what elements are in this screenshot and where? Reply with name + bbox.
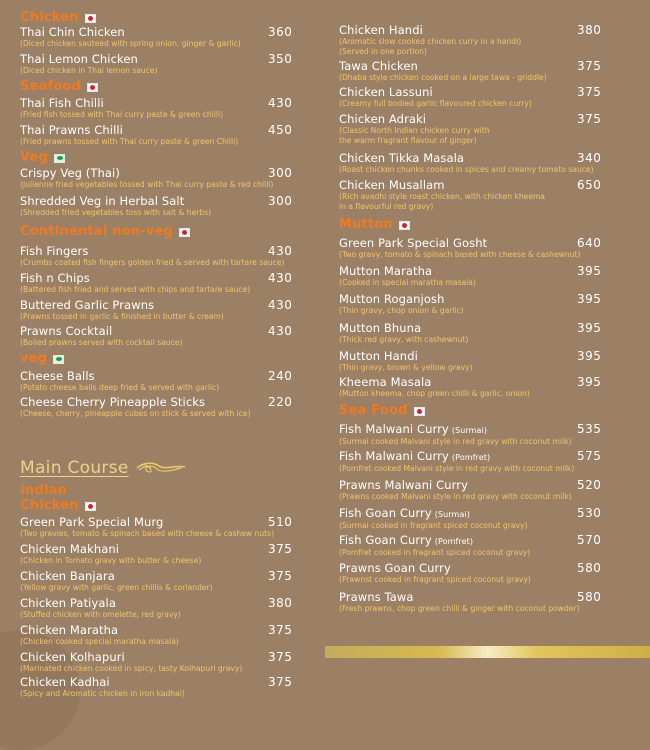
item-price: 430 [268, 271, 293, 285]
item-description: (Boiled prawns served with cocktail sauce) [20, 338, 183, 347]
item-price: 300 [268, 166, 293, 180]
item-price: 520 [577, 478, 602, 492]
main-course-title: Main Course [20, 458, 129, 478]
main-course-heading [20, 458, 187, 478]
item-description: (Prawns tossed in garlic & finished in butter & cream) [20, 312, 224, 321]
item-description: (Prawnst cooked in fragrant spiced coconut gravy) [339, 575, 531, 584]
menu-item [339, 591, 643, 614]
section-heading-veg [20, 151, 65, 165]
item-name: Prawns Malwani Curry [339, 478, 468, 492]
item-price: 380 [268, 596, 293, 610]
section-heading-seafood [20, 80, 98, 94]
section-heading-chicken [20, 11, 96, 25]
item-price: 535 [577, 422, 602, 436]
menu-item [20, 570, 322, 593]
item-name: Green Park Special Murg [20, 515, 164, 529]
menu-item [20, 53, 322, 76]
item-description: (Battered fish fried and served with chips and tartare sauce) [20, 285, 251, 294]
item-name-text: Fish Malwani Curry [339, 449, 449, 463]
menu-item [339, 86, 643, 109]
menu-item [339, 293, 643, 316]
non-veg-icon [179, 228, 190, 237]
item-price: 450 [268, 123, 293, 137]
item-price: 510 [268, 515, 293, 529]
item-price: 650 [577, 178, 602, 192]
menu-item [339, 322, 643, 345]
menu-item [20, 124, 322, 147]
item-description: (Pomfret cooked Malvani style in red gravy with coconut milk) [339, 464, 575, 473]
menu-item [20, 676, 322, 699]
item-name [339, 534, 473, 548]
menu-item [20, 97, 322, 120]
item-name-text: Fish Goan Curry [339, 506, 432, 520]
item-price: 375 [268, 569, 293, 583]
item-description: (Surmai cooked Malvani style in red gravy with coconut milk) [339, 437, 572, 446]
menu-item [339, 562, 643, 585]
item-price: 380 [577, 23, 602, 37]
item-description: (Cooked in special maratha masala) [339, 278, 476, 287]
menu-item [20, 543, 322, 566]
item-price: 430 [268, 298, 293, 312]
item-name: Buttered Garlic Prawns [20, 298, 155, 312]
item-name-text: Fish Goan Curry [339, 533, 432, 547]
item-price: 395 [577, 321, 602, 335]
item-price: 575 [577, 449, 602, 463]
section-title: Seafood [20, 79, 82, 94]
item-name-text: Fish Malwani Curry [339, 422, 449, 436]
item-description: (Roast chicken chunks cooked in spices and creamy tomato sauce) [339, 165, 594, 174]
item-name: Chicken Lassuni [339, 85, 433, 99]
item-description-secondary: (Served in one portion) [339, 47, 427, 56]
item-name: Mutton Roganjosh [339, 292, 445, 306]
left-column [0, 0, 330, 700]
item-description: (Diced chicken in Thai lemon sauce) [20, 66, 158, 75]
item-description: (Thin gravy, chop onion & garlic) [339, 306, 464, 315]
item-name: Mutton Handi [339, 349, 418, 363]
item-name: Thai Lemon Chicken [20, 52, 138, 66]
item-price: 375 [268, 542, 293, 556]
section-title: Chicken [20, 498, 79, 513]
gold-divider-bar [325, 646, 650, 658]
item-price: 395 [577, 349, 602, 363]
item-price: 240 [268, 369, 293, 383]
item-description: (Chicken in Tomato gravy with butter & cheese) [20, 556, 202, 565]
item-description: (Dhaba style chicken cooked on a large tawa - griddle) [339, 73, 547, 82]
item-description: (Potato cheese balls deep fried & served with garlic) [20, 383, 220, 392]
item-name: Chicken Handi [339, 23, 423, 37]
item-description: (Two gravy, tomato & spinach based with cheese & cashewnut) [339, 250, 581, 259]
item-variant: (Pomfret) [451, 453, 491, 462]
item-description: (Classic North Indian chicken curry with [339, 126, 490, 135]
section-title: Sea Food [339, 403, 408, 418]
item-name: Prawns Tawa [339, 590, 414, 604]
item-name: Chicken Makhani [20, 542, 120, 556]
menu-item [339, 450, 643, 474]
section-title: Veg [20, 150, 49, 165]
menu-item [339, 423, 643, 447]
item-name: Fish n Chips [20, 271, 90, 285]
non-veg-icon [85, 502, 96, 511]
item-description: (Thin gravy, brown & yellow gravy) [339, 363, 473, 372]
item-name: Chicken Tikka Masala [339, 151, 465, 165]
item-price: 350 [268, 52, 293, 66]
item-price: 300 [268, 194, 293, 208]
menu-item [20, 396, 322, 419]
menu-item [339, 265, 643, 288]
item-name: Fish Fingers [20, 244, 89, 258]
item-name [339, 423, 487, 437]
item-description: (Diced chicken sauteed with spring onion, ginger & garlic) [20, 39, 241, 48]
section-heading-indian-chicken [20, 499, 96, 513]
item-price: 430 [268, 96, 293, 110]
item-description: (Spicy and Aromatic chicken in iron kadhai) [20, 689, 185, 698]
menu-item [20, 597, 322, 620]
item-name: Kheema Masala [339, 375, 432, 389]
menu-item [20, 195, 322, 218]
item-name: Thai Fish Chilli [20, 96, 104, 110]
menu-item [339, 350, 643, 373]
item-description: (Prawns cooked Malvani style in red gravy with coconut milk) [339, 492, 572, 501]
item-name: Cheese Cherry Pineapple Sticks [20, 395, 206, 409]
item-name: Crispy Veg (Thai) [20, 166, 120, 180]
item-price: 395 [577, 375, 602, 389]
item-name: Mutton Bhuna [339, 321, 422, 335]
item-description: (Cheese, cherry, pineapple cubes on stick & served with ice) [20, 409, 251, 418]
item-price: 395 [577, 264, 602, 278]
item-price: 375 [577, 59, 602, 73]
menu-item [339, 507, 643, 531]
veg-icon [53, 355, 64, 364]
menu-item [339, 237, 643, 260]
item-description: (Fresh prawns, chop green chilli & ginger with coconut powder) [339, 604, 580, 613]
section-heading-sea-food [339, 404, 425, 418]
menu-item [339, 24, 643, 57]
menu-item [20, 624, 322, 647]
item-name: Shredded Veg in Herbal Salt [20, 194, 185, 208]
non-veg-icon [87, 83, 98, 92]
item-price: 640 [577, 236, 602, 250]
item-description: (Two gravies, tomato & spinach based with cheese & cashew nuts) [20, 529, 275, 538]
item-name: Chicken Musallam [339, 178, 445, 192]
item-description: (Mutton kheema, chop green chilli & garlic, onion) [339, 389, 530, 398]
item-name: Chicken Banjara [20, 569, 115, 583]
menu-item [20, 245, 322, 268]
non-veg-icon [85, 14, 96, 23]
item-name: Chicken Kolhapuri [20, 650, 125, 664]
item-name [339, 507, 470, 521]
menu-item [20, 651, 322, 674]
item-name: Tawa Chicken [339, 59, 418, 73]
right-column [330, 0, 650, 700]
veg-icon [54, 154, 65, 163]
item-name: Chicken Maratha [20, 623, 119, 637]
item-name: Mutton Maratha [339, 264, 433, 278]
section-title: Chicken [20, 10, 79, 25]
item-description: (Thick red gravy, with cashewnut) [339, 335, 469, 344]
menu-item [20, 299, 322, 322]
menu-item [20, 26, 322, 49]
menu-item [20, 167, 322, 190]
item-price: 430 [268, 244, 293, 258]
item-description: (Fried fish tossed with Thai curry paste & green chilli) [20, 110, 224, 119]
section-heading-continental-non-veg [20, 225, 190, 239]
item-price: 375 [577, 112, 602, 126]
item-price: 375 [577, 85, 602, 99]
section-heading-mutton [339, 218, 410, 232]
swirl-ornament-icon [135, 459, 187, 477]
item-name: Prawns Goan Curry [339, 561, 451, 575]
section-title: Indian [20, 483, 68, 498]
item-description: (Pomfret cooked in fragrant spiced coconut gravy) [339, 548, 531, 557]
item-description-secondary: in a flavourful red gravy) [339, 202, 434, 211]
item-price: 375 [268, 650, 293, 664]
item-description: (Yellow gravy with garlic, green chillis & coriander) [20, 583, 213, 592]
item-price: 340 [577, 151, 602, 165]
subheading-indian [20, 484, 67, 498]
item-price: 580 [577, 561, 602, 575]
menu-item [339, 179, 643, 212]
item-description: (Chicken cooked special maratha masala) [20, 637, 179, 646]
item-name: Thai Chin Chicken [20, 25, 125, 39]
item-price: 530 [577, 506, 602, 520]
menu-item [339, 376, 643, 399]
item-price: 220 [268, 395, 293, 409]
menu-item [339, 479, 643, 502]
item-price: 570 [577, 533, 602, 547]
item-price: 395 [577, 292, 602, 306]
item-price: 375 [268, 623, 293, 637]
item-name: Thai Prawns Chilli [20, 123, 123, 137]
item-description-secondary: the warm fragrant flavour of ginger) [339, 136, 477, 145]
item-description: (Shredded fried vegetables toss with salt & herbs) [20, 208, 212, 217]
menu-item [20, 272, 322, 295]
menu-item [339, 113, 643, 146]
menu-item [339, 60, 643, 83]
menu-item [20, 516, 322, 539]
item-variant: (Surmai) [434, 510, 470, 519]
item-variant: (Surmai) [451, 426, 488, 435]
section-title: Mutton [339, 217, 394, 232]
item-name: Chicken Adraki [339, 112, 427, 126]
item-description: (Stuffed chicken with omelette, red gravy) [20, 610, 181, 619]
item-price: 375 [268, 675, 293, 689]
menu-item [20, 325, 322, 348]
section-heading-veg-continental [20, 352, 64, 366]
non-veg-icon [414, 407, 425, 416]
menu-item [339, 534, 643, 558]
item-price: 430 [268, 324, 293, 338]
item-description: (Crumbs coated fish fingers golden fried & served with tartare sauce) [20, 258, 285, 267]
section-title: veg [20, 351, 48, 366]
item-description: (Fried prawns tossed with Thai curry paste & green Chilli) [20, 137, 239, 146]
item-price: 580 [577, 590, 602, 604]
item-price: 360 [268, 25, 293, 39]
item-name: Prawns Cocktail [20, 324, 113, 338]
item-description: (Marinated chicken cooked in spicy, tasty Kolhapuri gravy) [20, 664, 243, 673]
item-name: Chicken Patiyala [20, 596, 116, 610]
non-veg-icon [399, 221, 410, 230]
item-name: Cheese Balls [20, 369, 95, 383]
item-name: Green Park Special Gosht [339, 236, 488, 250]
item-description: (Creamy full bodied garlic flavoured chicken curry) [339, 99, 532, 108]
item-description: (Rich avadhi style roast chicken, with chicken kheema [339, 192, 546, 201]
section-title: Continental non-veg [20, 224, 173, 239]
item-description: (Julienne fried vegetables tossed with Thai curry paste & red chilli) [20, 180, 274, 189]
item-variant: (Pomfret) [434, 537, 474, 546]
item-description: (Surmai cooked in fragrant spiced coconut gravy) [339, 521, 528, 530]
item-name: Chicken Kadhai [20, 675, 110, 689]
item-description: (Aromatic slow cooked chicken curry in a handi) [339, 37, 522, 46]
item-name [339, 450, 490, 464]
menu-item [339, 152, 643, 175]
menu-item [20, 370, 322, 393]
